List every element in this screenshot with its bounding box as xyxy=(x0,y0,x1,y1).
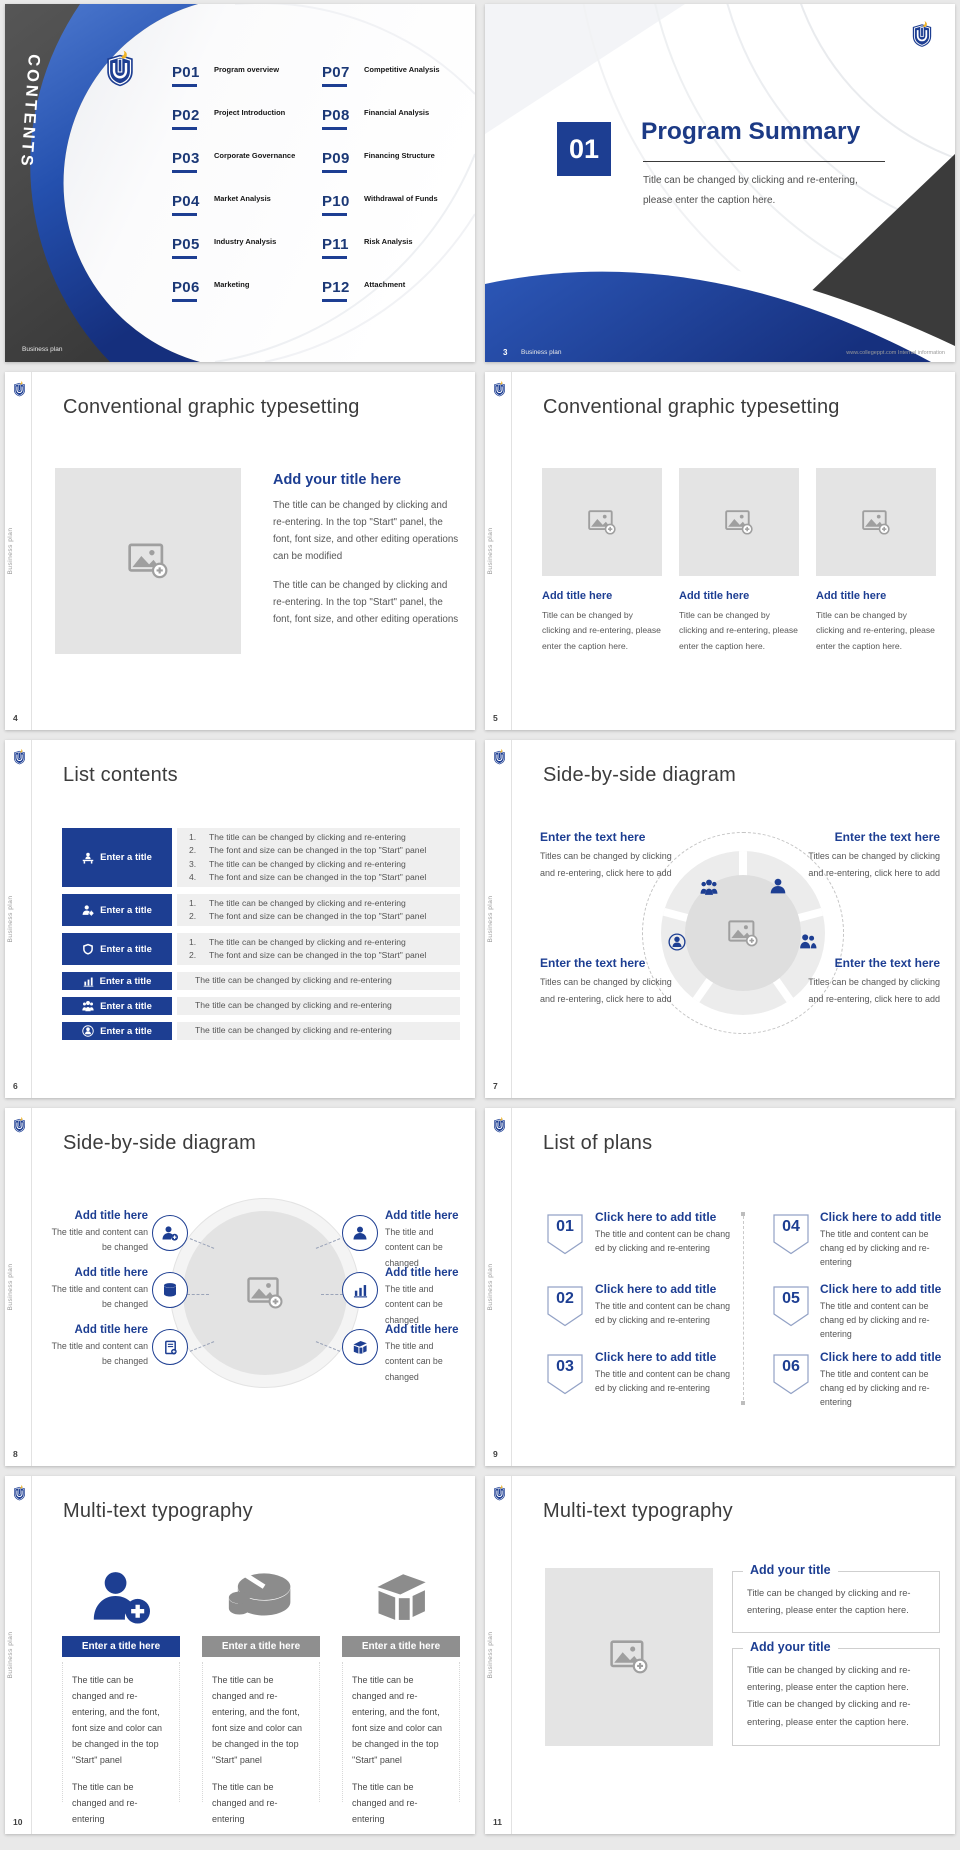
person-icon xyxy=(352,1225,368,1241)
section-caption xyxy=(643,171,858,210)
button-label: Enter a title xyxy=(100,852,152,863)
sidebar-vertical-label: Business plan xyxy=(487,895,494,943)
toc-item[interactable] xyxy=(322,236,413,259)
slide-title: Side-by-side diagram xyxy=(63,1132,256,1154)
box-heading: Add your title xyxy=(743,1640,838,1654)
sidebar-vertical-label: Business plan xyxy=(487,1631,494,1679)
box-caption: Title can be changed by clicking and re-entering, please enter the caption here. Title can be changed by clicking and re-entering, please enter the caption here. xyxy=(747,1665,911,1727)
column-icon-area xyxy=(62,1562,180,1630)
slide-title: Conventional graphic typesetting xyxy=(63,396,360,418)
slide-list-contents[interactable] xyxy=(5,740,475,1098)
university-shield-logo-icon xyxy=(13,1485,26,1501)
column-icon-area xyxy=(342,1562,460,1630)
image-card[interactable] xyxy=(542,468,662,654)
list-row xyxy=(62,933,460,965)
content-paragraph: The title can be changed by clicking and re-entering. In the top "Start" panel, the font, font size, and other editing operations xyxy=(273,580,459,626)
block-heading: Add title here xyxy=(74,1324,148,1336)
corner-note: www.collegeppt.com Internal information xyxy=(846,350,945,356)
page-number: 10 xyxy=(13,1817,23,1827)
box-caption: Title can be changed by clicking and re-entering, please enter the caption here. xyxy=(747,1588,911,1616)
list-panel xyxy=(177,1022,460,1040)
toc-item[interactable] xyxy=(322,279,406,302)
block-caption: Titles can be changed by clicking and re-entering, click here to add xyxy=(808,977,940,1005)
plan-caption: The title and content can be chang ed by clicking and re-entering xyxy=(595,1229,730,1254)
university-shield-logo-icon xyxy=(911,21,933,48)
add-image-icon xyxy=(862,510,890,535)
building-icon xyxy=(352,1339,368,1355)
bar-label: Enter a title here xyxy=(81,1641,161,1652)
content-paragraph: The title can be changed by clicking and re-entering. In the top "Start" panel, the font, font size, and other editing operations can be modified xyxy=(273,500,459,562)
sidebar-vertical-label: Business plan xyxy=(7,527,14,575)
add-image-icon xyxy=(725,510,753,535)
plan-caption: The title and content can be chang ed by clicking and re-entering xyxy=(820,1229,930,1268)
column-text xyxy=(62,1662,180,1825)
column-paragraph: The title can be changed and re-entering, and the font, font size and color can be changed in the top "Start" panel xyxy=(352,1675,443,1766)
block-heading: Enter the text here xyxy=(834,956,940,970)
toc-underline xyxy=(322,299,347,302)
block-heading: Enter the text here xyxy=(540,956,646,970)
section-title: Program Summary xyxy=(641,118,861,145)
text-block[interactable] xyxy=(40,1267,148,1313)
plan-caption: The title and content can be chang ed by clicking and re-entering xyxy=(595,1301,730,1326)
plan-number: 04 xyxy=(782,1218,800,1235)
page-number: 4 xyxy=(13,713,18,723)
node-circle[interactable] xyxy=(152,1272,188,1308)
toc-underline xyxy=(172,127,197,130)
section-title-rule xyxy=(643,161,885,162)
slide-multitext-icons[interactable] xyxy=(5,1476,475,1834)
text-block[interactable] xyxy=(800,956,940,1008)
list-text: The font and size can be changed in the top "Start" panel xyxy=(209,871,427,882)
column-paragraph: The title can be changed and re-entering xyxy=(72,1782,138,1825)
text-block[interactable] xyxy=(540,830,672,882)
block-caption: The title and content can be changed xyxy=(385,1227,443,1268)
image-card[interactable] xyxy=(816,468,936,654)
list-panel xyxy=(177,894,460,926)
enter-title-button[interactable] xyxy=(62,828,172,887)
add-image-icon xyxy=(247,1277,283,1309)
toc-label: Competitive Analysis xyxy=(364,65,440,74)
sidebar-divider xyxy=(31,372,32,730)
list-text: The font and size can be changed in the top "Start" panel xyxy=(209,911,427,921)
university-shield-logo-icon xyxy=(493,1485,506,1501)
toc-underline xyxy=(322,213,347,216)
university-shield-logo-icon xyxy=(13,381,26,397)
toc-number: P01 xyxy=(172,64,200,81)
slide-title: List contents xyxy=(63,764,178,786)
toc-number: P03 xyxy=(172,150,200,167)
slide-section-cover[interactable] xyxy=(485,4,955,362)
list-number: 3. xyxy=(189,858,197,869)
list-number: 4. xyxy=(189,871,197,882)
list-number: 1. xyxy=(189,897,197,908)
image-card[interactable] xyxy=(679,468,799,654)
enter-title-button[interactable] xyxy=(62,997,172,1015)
block-caption: Titles can be changed by clicking and re-entering, click here to add xyxy=(540,851,672,879)
plan-caption: The title and content can be chang ed by clicking and re-entering xyxy=(820,1369,930,1408)
contents-vertical-title: CONTENTS xyxy=(17,53,43,170)
university-shield-logo-icon xyxy=(493,749,506,765)
toc-underline xyxy=(172,256,197,259)
block-caption: The title and content can be changed xyxy=(51,1227,148,1253)
toc-item[interactable] xyxy=(322,193,438,216)
sidebar-divider xyxy=(511,1476,512,1834)
list-panel xyxy=(177,933,460,965)
section-page-number: 3 xyxy=(503,348,508,357)
slide-title: List of plans xyxy=(543,1132,653,1154)
list-row xyxy=(62,997,460,1015)
button-label: Enter a title xyxy=(100,904,152,916)
toc-label: Withdrawal of Funds xyxy=(364,194,438,203)
university-shield-logo-icon xyxy=(493,1117,506,1133)
add-image-icon xyxy=(728,920,758,947)
toc-item[interactable] xyxy=(322,150,435,173)
node-circle[interactable] xyxy=(342,1272,378,1308)
sidebar-divider xyxy=(31,740,32,1098)
slide-contents[interactable] xyxy=(5,4,475,362)
connector-line xyxy=(187,1294,209,1295)
plan-number: 02 xyxy=(556,1290,574,1307)
toc-number: P05 xyxy=(172,236,200,253)
button-label: Enter a title xyxy=(100,1000,152,1012)
toc-label: Financial Analysis xyxy=(364,108,430,117)
enter-title-button[interactable] xyxy=(62,972,172,990)
slide-ring-diagram[interactable] xyxy=(485,740,955,1098)
sidebar-vertical-label: Business plan xyxy=(487,527,494,575)
image-placeholder[interactable] xyxy=(545,1568,713,1746)
box-heading: Add your title xyxy=(743,1563,838,1577)
list-panel xyxy=(177,828,460,887)
team-icon xyxy=(82,1000,94,1012)
divider-end-dot xyxy=(741,1212,745,1216)
text-block[interactable] xyxy=(40,1324,148,1370)
toc-item[interactable] xyxy=(172,64,280,87)
column-text xyxy=(202,1662,320,1825)
database-icon xyxy=(162,1282,178,1298)
list-number: 2. xyxy=(189,950,197,960)
page-number: 8 xyxy=(13,1449,18,1459)
toc-number: P12 xyxy=(322,279,350,296)
plan-heading: Click here to add title xyxy=(595,1282,717,1296)
toc-item[interactable] xyxy=(172,236,277,259)
section-number: 01 xyxy=(568,133,600,164)
pie-chart-3d-icon xyxy=(227,1568,295,1624)
slide-list-of-plans[interactable] xyxy=(485,1108,955,1466)
node-circle[interactable] xyxy=(152,1329,188,1365)
block-caption: The title and content can be changed xyxy=(385,1341,443,1382)
people-icon xyxy=(799,932,817,950)
block-caption: Titles can be changed by clicking and re-entering, click here to add xyxy=(808,851,940,879)
block-heading: Add title here xyxy=(385,1210,459,1222)
content-heading: Add your title here xyxy=(273,472,402,488)
add-user-icon xyxy=(162,1225,178,1241)
block-caption: Titles can be changed by clicking and re-entering, click here to add xyxy=(540,977,672,1005)
plan-number-badge xyxy=(547,1354,583,1395)
slide-hub-diagram[interactable] xyxy=(5,1108,475,1466)
toc-label: Financing Structure xyxy=(364,151,435,160)
column-paragraph: The title can be changed and re-entering, and the font, font size and color can be changed in the top "Start" panel xyxy=(72,1675,163,1766)
toc-label: Market Analysis xyxy=(214,194,271,203)
toc-underline xyxy=(322,256,347,259)
list-row xyxy=(62,972,460,990)
plan-heading: Click here to add title xyxy=(820,1282,942,1296)
slide-typesetting-one-image[interactable] xyxy=(5,372,475,730)
button-label: Enter a title xyxy=(100,1025,152,1037)
university-shield-logo-icon xyxy=(493,381,506,397)
list-text: The title can be changed by clicking and re-entering xyxy=(195,975,392,986)
toc-label: Risk Analysis xyxy=(364,237,413,246)
plan-number: 03 xyxy=(556,1358,574,1375)
toc-label: Marketing xyxy=(214,280,250,289)
bar-chart-icon xyxy=(83,976,94,987)
toc-label: Project Introduction xyxy=(214,108,286,117)
card-heading: Add title here xyxy=(542,590,613,602)
caption-box[interactable] xyxy=(732,1563,940,1633)
building-icon xyxy=(372,1567,430,1625)
add-image-icon xyxy=(610,1640,648,1674)
slide-title: Multi-text typography xyxy=(63,1500,253,1522)
plan-caption: The title and content can be chang ed by clicking and re-entering xyxy=(595,1369,730,1394)
toc-item[interactable] xyxy=(322,64,440,87)
list-text: The title can be changed by clicking and re-entering xyxy=(209,897,406,908)
list-row xyxy=(62,828,460,887)
slide-footer-label: Business plan xyxy=(521,349,562,356)
sidebar-vertical-label: Business plan xyxy=(7,1263,14,1311)
list-number: 2. xyxy=(189,845,197,856)
sidebar-divider xyxy=(511,372,512,730)
block-heading: Enter the text here xyxy=(540,830,646,844)
bar-label: Enter a title here xyxy=(361,1641,441,1652)
toc-number: P02 xyxy=(172,107,200,124)
sidebar-divider xyxy=(511,740,512,1098)
button-label: Enter a title xyxy=(100,943,152,955)
plan-item[interactable] xyxy=(595,1350,737,1395)
card-heading: Add title here xyxy=(816,590,887,602)
list-text: The title can be changed by clicking and re-entering xyxy=(209,936,406,947)
enter-title-bar[interactable] xyxy=(342,1636,460,1657)
plan-heading: Click here to add title xyxy=(820,1350,942,1364)
tablet-document-icon xyxy=(163,1340,178,1355)
block-caption: The title and content can be changed xyxy=(51,1284,148,1310)
sidebar-divider xyxy=(31,1108,32,1466)
block-heading: Add title here xyxy=(385,1267,459,1279)
toc-underline xyxy=(172,84,197,87)
hub-image-placeholder[interactable] xyxy=(183,1211,347,1375)
plan-caption: The title and content can be chang ed by clicking and re-entering xyxy=(820,1301,930,1340)
block-caption: The title and content can be changed xyxy=(51,1341,148,1367)
block-caption: The title and content can be changed xyxy=(385,1284,443,1325)
toc-item[interactable] xyxy=(172,279,250,302)
list-text: The font and size can be changed in the top "Start" panel xyxy=(209,845,427,856)
block-heading: Add title here xyxy=(385,1324,459,1336)
node-circle[interactable] xyxy=(342,1329,378,1365)
plan-heading: Click here to add title xyxy=(820,1210,942,1224)
list-number: 2. xyxy=(189,911,197,921)
plan-number-badge xyxy=(773,1286,809,1327)
university-shield-logo-icon xyxy=(13,1117,26,1133)
block-heading: Enter the text here xyxy=(834,830,940,844)
button-label: Enter a title xyxy=(99,975,152,987)
caption-box[interactable] xyxy=(732,1640,940,1746)
plan-number: 05 xyxy=(782,1290,800,1307)
list-number: 1. xyxy=(189,831,197,842)
toc-underline xyxy=(172,170,197,173)
page-number: 6 xyxy=(13,1081,18,1091)
list-text: The title can be changed by clicking and re-entering xyxy=(195,1000,392,1011)
page-number: 5 xyxy=(493,713,498,723)
add-user-icon xyxy=(92,1567,150,1625)
column-paragraph: The title can be changed and re-entering xyxy=(352,1782,418,1825)
university-shield-logo-icon xyxy=(105,50,135,88)
section-caption-line1: Title can be changed by clicking and re-entering, xyxy=(643,175,858,186)
section-caption-line2: please enter the caption here. xyxy=(643,194,776,206)
toc-number: P06 xyxy=(172,279,200,296)
plan-number-badge xyxy=(773,1354,809,1395)
list-row xyxy=(62,894,460,926)
column-icon-area xyxy=(202,1562,320,1630)
team-icon xyxy=(700,878,718,896)
toc-label: Corporate Governance xyxy=(214,151,296,160)
section-number-box xyxy=(557,122,611,176)
column-paragraph: The title can be changed and re-entering xyxy=(212,1782,278,1825)
text-block[interactable] xyxy=(385,1210,463,1271)
enter-title-button[interactable] xyxy=(62,1022,172,1040)
toc-label: Program overview xyxy=(214,65,280,74)
text-block[interactable] xyxy=(540,956,672,1008)
enter-title-bar[interactable] xyxy=(62,1636,180,1657)
text-block[interactable] xyxy=(385,1324,463,1385)
plan-item[interactable] xyxy=(820,1350,955,1409)
text-block[interactable] xyxy=(40,1210,148,1256)
toc-number: P11 xyxy=(322,236,349,253)
toc-underline xyxy=(322,127,347,130)
person-icon xyxy=(769,877,787,895)
card-caption: Title can be changed by clicking and re-entering, please enter the caption here. xyxy=(679,610,798,651)
toc-underline xyxy=(322,170,347,173)
user-settings-icon xyxy=(82,904,94,916)
toc-number: P04 xyxy=(172,193,200,210)
slide-title: Conventional graphic typesetting xyxy=(543,396,840,418)
meeting-icon xyxy=(82,852,94,864)
list-panel xyxy=(177,972,460,990)
sidebar-vertical-label: Business plan xyxy=(7,1631,14,1679)
sidebar-divider xyxy=(511,1108,512,1466)
list-text: The font and size can be changed in the top "Start" panel xyxy=(209,950,427,960)
university-shield-logo-icon xyxy=(13,749,26,765)
sidebar-divider xyxy=(31,1476,32,1834)
slide-typesetting-three-images[interactable] xyxy=(485,372,955,730)
sidebar-vertical-label: Business plan xyxy=(7,895,14,943)
list-panel xyxy=(177,997,460,1015)
toc-label: Attachment xyxy=(364,280,406,289)
plan-item[interactable] xyxy=(595,1210,737,1255)
node-circle[interactable] xyxy=(152,1215,188,1251)
toc-number: P07 xyxy=(322,64,350,81)
award-user-icon xyxy=(82,1025,94,1037)
image-placeholder[interactable] xyxy=(55,468,241,654)
list-row xyxy=(62,1022,460,1040)
toc-number: P10 xyxy=(322,193,350,210)
toc-item[interactable] xyxy=(172,193,271,216)
plan-number-badge xyxy=(547,1286,583,1327)
plan-item[interactable] xyxy=(595,1282,737,1327)
bar-chart-icon xyxy=(353,1283,368,1298)
toc-item[interactable] xyxy=(172,107,286,130)
block-heading: Add title here xyxy=(74,1267,148,1279)
node-circle[interactable] xyxy=(342,1215,378,1251)
list-text: The title can be changed by clicking and re-entering xyxy=(209,858,406,869)
toc-item[interactable] xyxy=(322,107,430,130)
plan-item[interactable] xyxy=(820,1282,955,1341)
contents-background-art xyxy=(5,4,475,362)
bar-label: Enter a title here xyxy=(221,1641,301,1652)
plan-number-badge xyxy=(547,1214,583,1255)
column-paragraph: The title can be changed and re-entering, and the font, font size and color can be changed in the top "Start" panel xyxy=(212,1675,303,1766)
slide-title: Multi-text typography xyxy=(543,1500,733,1522)
add-image-icon xyxy=(588,510,616,535)
column-text xyxy=(342,1662,460,1825)
page-number: 7 xyxy=(493,1081,498,1091)
toc-number: P08 xyxy=(322,107,350,124)
sidebar-vertical-label: Business plan xyxy=(487,1263,494,1311)
connector-line xyxy=(321,1294,343,1295)
list-text: The title can be changed by clicking and re-entering xyxy=(195,1025,392,1036)
slide-footer-label: Business plan xyxy=(22,346,63,353)
plan-heading: Click here to add title xyxy=(595,1350,717,1364)
slide-title: Side-by-side diagram xyxy=(543,764,736,786)
plan-number-badge xyxy=(773,1214,809,1255)
toc-underline xyxy=(172,299,197,302)
award-user-icon xyxy=(668,933,686,951)
divider-end-dot xyxy=(741,1401,745,1405)
plan-item[interactable] xyxy=(820,1210,955,1269)
list-number: 1. xyxy=(189,936,197,947)
toc-underline xyxy=(172,213,197,216)
shield-icon xyxy=(82,943,94,955)
toc-item[interactable] xyxy=(172,150,296,173)
card-caption: Title can be changed by clicking and re-entering, please enter the caption here. xyxy=(816,610,935,651)
text-block[interactable] xyxy=(385,1267,463,1328)
card-caption: Title can be changed by clicking and re-entering, please enter the caption here. xyxy=(542,610,661,651)
plan-number: 06 xyxy=(782,1358,800,1375)
page-number: 11 xyxy=(493,1817,502,1827)
toc-label: Industry Analysis xyxy=(214,237,277,246)
plan-heading: Click here to add title xyxy=(595,1210,717,1224)
plan-number: 01 xyxy=(556,1218,574,1235)
toc-number: P09 xyxy=(322,150,350,167)
enter-title-button[interactable] xyxy=(62,894,172,926)
list-text: The title can be changed by clicking and re-entering xyxy=(209,831,406,842)
page-number: 9 xyxy=(493,1449,498,1459)
center-dotted-divider xyxy=(743,1216,744,1400)
enter-title-button[interactable] xyxy=(62,933,172,965)
toc-underline xyxy=(322,84,347,87)
add-image-icon xyxy=(128,543,168,579)
slide-multitext-image[interactable] xyxy=(485,1476,955,1834)
text-block[interactable] xyxy=(800,830,940,882)
block-heading: Add title here xyxy=(74,1210,148,1222)
card-heading: Add title here xyxy=(679,590,750,602)
enter-title-bar[interactable] xyxy=(202,1636,320,1657)
